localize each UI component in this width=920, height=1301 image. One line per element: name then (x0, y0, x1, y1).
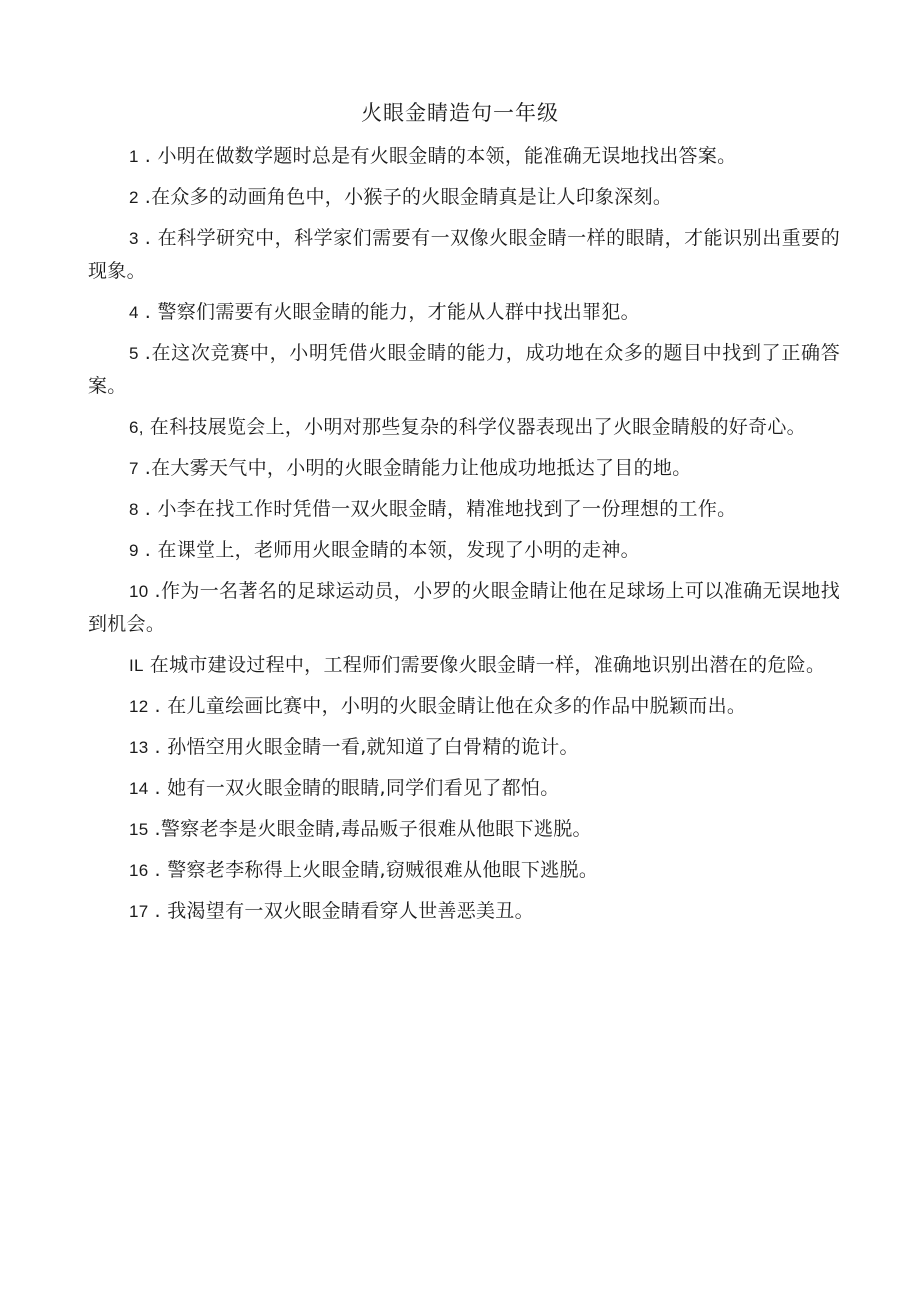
sentence-item (88, 895, 840, 928)
sentence-item (88, 534, 840, 567)
sentence-text: . 小李在找工作时凭借一双火眼金睛，精准地找到了一份理想的工作。 (144, 498, 737, 520)
sentence-number: 8 (129, 500, 139, 519)
sentence-text: . 孙悟空用火眼金睛一看,就知道了白骨精的诡计。 (154, 736, 579, 758)
sentence-item (88, 452, 840, 485)
sentence-text: .警察老李是火眼金睛,毒品贩子很难从他眼下逃脱。 (154, 818, 592, 840)
sentence-number: IL (129, 656, 144, 675)
sentence-item (88, 222, 840, 288)
sentence-text: . 在科学研究中，科学家们需要有一双像火眼金睛一样的眼睛，才能识别出重要的现象。 (88, 227, 840, 282)
sentence-text: . 警察们需要有火眼金睛的能力，才能从人群中找出罪犯。 (144, 301, 640, 323)
sentence-item (88, 813, 840, 846)
sentence-number: 14 (129, 779, 149, 798)
sentence-text: .作为一名著名的足球运动员，小罗的火眼金睛让他在足球场上可以准确无误地找到机会。 (88, 580, 840, 635)
sentence-number: 6, (129, 418, 144, 437)
sentence-item (88, 337, 840, 403)
sentence-text: .在众多的动画角色中，小猴子的火眼金睛真是让人印象深刻。 (144, 186, 673, 208)
sentence-text: . 在课堂上，老师用火眼金睛的本领，发现了小明的走神。 (144, 539, 640, 561)
sentence-number: 7 (129, 459, 139, 478)
sentence-text: . 我渴望有一双火眼金睛看穿人世善恶美丑。 (154, 900, 534, 922)
sentence-text: 在科技展览会上，小明对那些复杂的科学仪器表现出了火眼金睛般的好奇心。 (149, 416, 806, 438)
sentence-item (88, 731, 840, 764)
sentence-text: .在这次竞赛中，小明凭借火眼金睛的能力，成功地在众多的题目中找到了正确答案。 (88, 342, 840, 397)
sentence-number: 3 (129, 229, 139, 248)
document-title: 火眼金睛造句一年级 (361, 101, 559, 125)
sentence-text: .在大雾天气中，小明的火眼金睛能力让他成功地抵达了目的地。 (144, 457, 692, 479)
sentence-number: 10 (129, 582, 149, 601)
sentence-list (88, 140, 840, 936)
sentence-number: 12 (129, 697, 149, 716)
sentence-number: 13 (129, 738, 149, 757)
sentence-item (88, 649, 840, 682)
sentence-text: 在城市建设过程中，工程师们需要像火眼金睛一样，准确地识别出潜在的危险。 (149, 654, 826, 676)
sentence-item (88, 575, 840, 641)
sentence-item (88, 854, 840, 887)
sentence-item (88, 690, 840, 723)
sentence-text: . 她有一双火眼金睛的眼睛,同学们看见了都怕。 (154, 777, 560, 799)
sentence-item (88, 493, 840, 526)
sentence-number: 9 (129, 541, 139, 560)
sentence-text: . 警察老李称得上火眼金睛,窃贼很难从他眼下逃脱。 (154, 859, 599, 881)
sentence-item (88, 772, 840, 805)
sentence-number: 5 (129, 344, 139, 363)
sentence-item (88, 181, 840, 214)
sentence-number: 15 (129, 820, 149, 839)
sentence-text: . 在儿童绘画比赛中，小明的火眼金睛让他在众多的作品中脱颖而出。 (154, 695, 747, 717)
sentence-number: 2 (129, 188, 139, 207)
sentence-text: . 小明在做数学题时总是有火眼金睛的本领，能准确无误地找出答案。 (144, 145, 737, 167)
sentence-item (88, 411, 840, 444)
sentence-number: 16 (129, 861, 149, 880)
sentence-item (88, 296, 840, 329)
sentence-number: 17 (129, 902, 149, 921)
sentence-number: 4 (129, 303, 139, 322)
sentence-number: 1 (129, 147, 139, 166)
sentence-item (88, 140, 840, 173)
